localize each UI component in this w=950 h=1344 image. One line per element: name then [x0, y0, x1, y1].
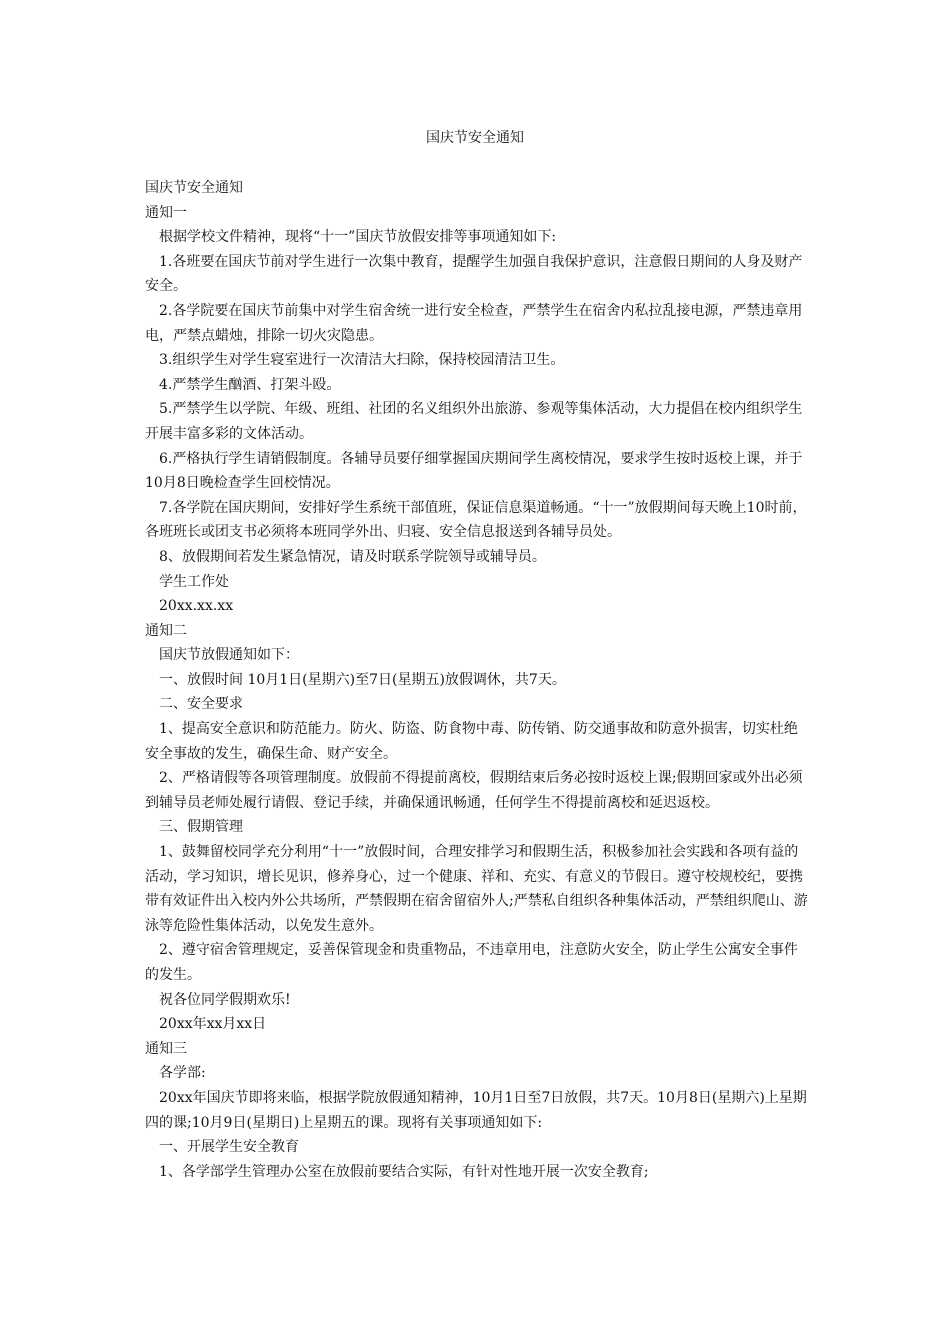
paragraph: 2、严格请假等各项管理制度。放假前不得提前离校，假期结束后务必按时返校上课;假期回家或外出必须到辅导员老师处履行请假、登记手续，并确保通讯畅通，任何学生不得提前离校和延迟返校。	[145, 770, 803, 811]
paragraph: 国庆节放假通知如下：	[159, 647, 299, 664]
paragraph: 6.严格执行学生请销假制度。各辅导员要仔细掌握国庆期间学生离校情况，要求学生按时返校上课，并于10月8日晚检查学生回校情况。	[145, 450, 803, 492]
paragraph: 2、遵守宿舍管理规定，妥善保管现金和贵重物品，不违章用电，注意防火安全，防止学生公寓安全事件的发生。	[145, 942, 798, 983]
paragraph: 二、安全要求	[159, 696, 243, 713]
document-body	[145, 176, 810, 1184]
paragraph: 5.严禁学生以学院、年级、班组、社团的名义组织外出旅游、参观等集体活动，大力提倡在校内组织学生开展丰富多彩的文体活动。	[145, 401, 803, 442]
paragraph: 三、假期管理	[159, 819, 243, 836]
document-title: 国庆节安全通知	[426, 130, 524, 146]
paragraph: 祝各位同学假期欢乐!	[159, 991, 291, 1008]
paragraph: 8、放假期间若发生紧急情况，请及时联系学院领导或辅导员。	[159, 548, 546, 565]
paragraph: 通知一	[145, 204, 187, 221]
paragraph: 学生工作处	[159, 573, 229, 590]
paragraph: 1、鼓舞留校同学充分利用“十一”放假时间，合理安排学习和假期生活，积极参加社会实践和各项有益的活动，学习知识，增长见识，修养身心，过一个健康、祥和、充实、有意义的节假日。遵守校规校纪，要携带有效证件出入校内外公共场所，严禁假期在宿舍留宿外人;严禁私自组织各种集体活动，严禁组织爬山、游泳等危险性集体活动，以免发生意外。	[145, 844, 808, 934]
paragraph: 通知三	[145, 1040, 187, 1057]
paragraph: 国庆节安全通知	[145, 180, 243, 196]
paragraph: 4.严禁学生酗酒、打架斗殴。	[159, 376, 341, 393]
paragraph: 一、开展学生安全教育	[159, 1139, 299, 1156]
paragraph: 20xx.xx.xx	[159, 598, 234, 615]
paragraph: 3.组织学生对学生寝室进行一次清洁大扫除，保持校园清洁卫生。	[159, 352, 565, 369]
paragraph: 2.各学院要在国庆节前集中对学生宿舍统一进行安全检查，严禁学生在宿舍内私拉乱接电源，严禁违章用电，严禁点蜡烛，排除一切火灾隐患。	[145, 302, 803, 344]
paragraph: 各学部:	[159, 1065, 206, 1082]
paragraph: 通知二	[145, 622, 187, 639]
paragraph: 7.各学院在国庆期间，安排好学生系统干部值班，保证信息渠道畅通。“十一”放假期间每天晚上10时前，各班班长或团支书必须将本班同学外出、归寝、安全信息报送到各辅导员处。	[145, 499, 807, 541]
paragraph: 根据学校文件精神，现将“十一”国庆节放假安排等事项通知如下:	[159, 229, 557, 246]
paragraph: 1、各学部学生管理办公室在放假前要结合实际，有针对性地开展一次安全教育;	[159, 1163, 649, 1180]
paragraph: 一、放假时间 10月1日(星期六)至7日(星期五)放假调休，共7天。	[159, 671, 566, 688]
paragraph: 20xx年国庆节即将来临，根据学院放假通知精神，10月1日至7日放假，共7天。10月8日(星期六)上星期四的课;10月9日(星期日)上星期五的课。现将有关事项通知如下:	[145, 1089, 807, 1131]
paragraph: 1.各班要在国庆节前对学生进行一次集中教育，提醒学生加强自我保护意识，注意假日期间的人身及财产安全。	[145, 253, 803, 295]
paragraph: 1、提高安全意识和防范能力。防火、防盗、防食物中毒、防传销、防交通事故和防意外损害，切实杜绝安全事故的发生，确保生命、财产安全。	[145, 721, 798, 762]
paragraph: 20xx年xx月xx日	[159, 1016, 267, 1033]
